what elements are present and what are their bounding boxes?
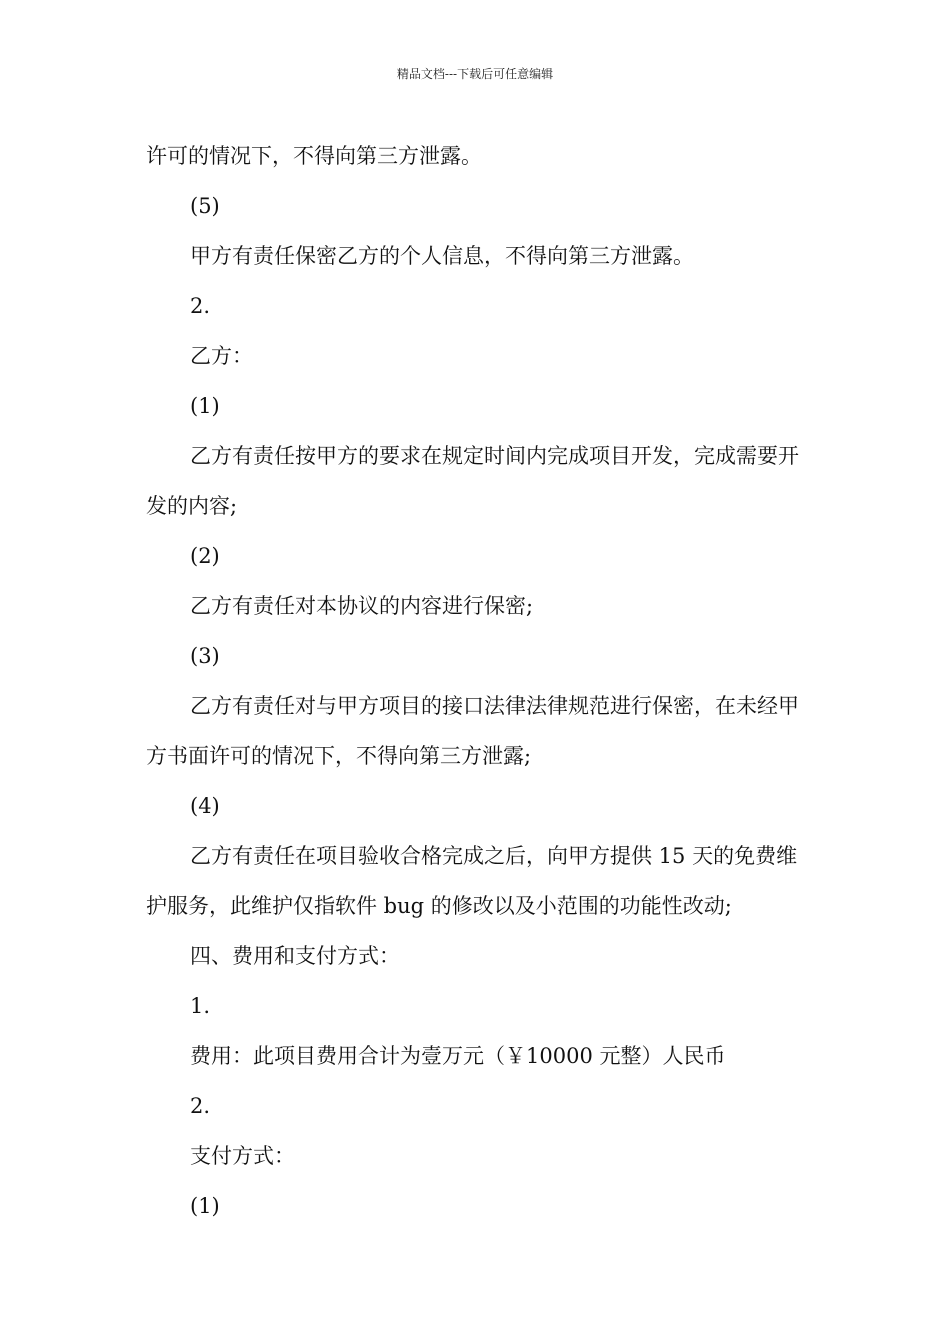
document-body [146,131,810,1231]
page-header: 精品文档---下载后可任意编辑 [396,67,554,81]
paragraph: (1) [190,1194,220,1218]
paragraph: 支付方式： [190,1144,295,1168]
paragraph: (2) [190,544,220,568]
paragraph: 乙方有责任对与甲方项目的接口法律法律规范进行保密，在未经甲方书面许可的情况下，不得向第三方泄露; [146,694,799,768]
paragraph: (4) [190,794,220,818]
paragraph: 乙方有责任在项目验收合格完成之后，向甲方提供 15 天的免费维护服务，此维护仅指软件 bug 的修改以及小范围的功能性改动; [146,844,798,918]
paragraph: 许可的情况下，不得向第三方泄露。 [146,144,482,168]
paragraph: (3) [190,644,220,668]
paragraph: (5) [190,194,220,218]
paragraph: 2. [190,1094,211,1118]
paragraph: (1) [190,394,220,418]
paragraph: 费用：此项目费用合计为壹万元（￥10000 元整）人民币 [190,1044,726,1068]
paragraph: 四、费用和支付方式： [190,944,400,968]
paragraph: 2. [190,294,211,318]
paragraph: 1. [190,994,211,1018]
paragraph: 乙方有责任按甲方的要求在规定时间内完成项目开发，完成需要开发的内容; [146,444,799,518]
paragraph: 乙方有责任对本协议的内容进行保密; [190,594,534,618]
paragraph: 乙方： [190,344,253,368]
paragraph: 甲方有责任保密乙方的个人信息，不得向第三方泄露。 [190,244,694,268]
